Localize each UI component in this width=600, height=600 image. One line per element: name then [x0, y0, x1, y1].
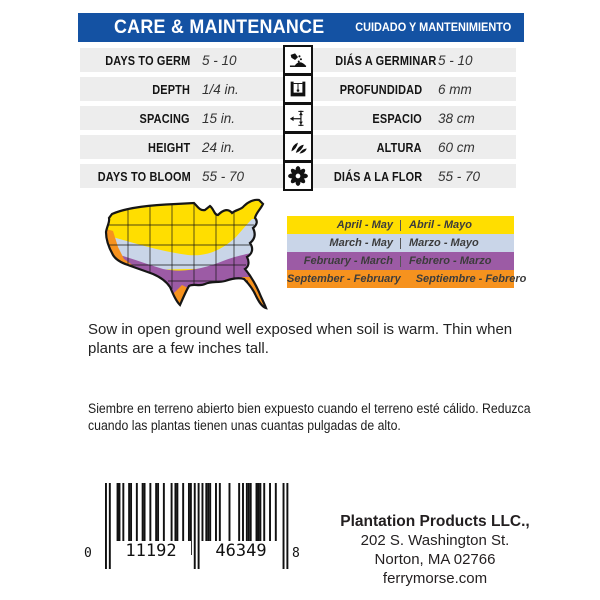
- table-row-height: [80, 135, 516, 159]
- row-value-es: 55 - 70: [438, 168, 481, 184]
- table-row-spacing: [80, 106, 516, 130]
- row-label-es: DIÁS A LA FLOR: [333, 168, 422, 184]
- legend-label-es: Septiembre - Febrero: [415, 273, 527, 285]
- header-title-en: CARE & MAINTENANCE: [114, 16, 325, 38]
- legend-row: [287, 270, 527, 288]
- company-address2: Norton, MA 02766: [374, 551, 496, 568]
- row-value-es: 5 - 10: [438, 52, 473, 68]
- row-value-en: 55 - 70: [202, 168, 245, 184]
- row-value-es: 6 mm: [438, 81, 472, 97]
- barcode-digits-right: 46349: [201, 541, 281, 561]
- legend-label-en: February - March: [303, 255, 393, 267]
- sowing-instructions-en: Sow in open ground well exposed when soil is warm. Thin when plants are a few inches tall.: [88, 321, 513, 357]
- care-maintenance-header: [78, 13, 524, 42]
- legend-row: [287, 252, 514, 270]
- hand-sowing-seeds-icon: [283, 45, 313, 75]
- legend-row: [287, 234, 514, 252]
- planting-depth-icon: [283, 74, 313, 104]
- legend-label-es: Febrero - Marzo: [409, 255, 492, 267]
- table-row-depth: [80, 77, 516, 101]
- row-value-en: 1/4 in.: [202, 81, 239, 97]
- row-value-en: 15 in.: [202, 110, 236, 126]
- barcode-digit-last: 8: [292, 546, 300, 561]
- row-label-es: ESPACIO: [372, 110, 422, 126]
- legend-label-en: September - February: [287, 273, 401, 285]
- row-value-es: 60 cm: [438, 139, 475, 155]
- row-value-en: 24 in.: [202, 139, 236, 155]
- row-label-es: DIÁS A GERMINAR: [335, 52, 437, 68]
- row-label-es: ALTURA: [376, 139, 422, 155]
- care-table: [80, 48, 516, 193]
- header-title-es: CUIDADO Y MANTENIMIENTO: [354, 21, 511, 34]
- row-value-en: 5 - 10: [202, 52, 237, 68]
- plant-height-leaves-icon: [283, 132, 313, 162]
- legend-label-es: Marzo - Mayo: [409, 237, 479, 249]
- legend-label-en: March - May: [329, 237, 393, 249]
- plant-spacing-arrows-icon: [283, 103, 313, 133]
- legend-label-es: Abril - Mayo: [409, 219, 472, 231]
- legend-label-en: April - May: [336, 219, 393, 231]
- barcode-digit-first: 0: [84, 546, 92, 561]
- bloom-flower-icon: [283, 161, 313, 191]
- table-row-days-to-germ: [80, 48, 516, 72]
- us-sowing-zones-map: [98, 197, 286, 315]
- legend-row: [287, 216, 514, 234]
- sowing-instructions-es: Siembre en terreno abierto bien expuesto cuando el terreno esté cálido. Reduzca cuando las plantas tienen unas cuantas pulgadas de alto.: [88, 401, 531, 433]
- row-label-en: SPACING: [139, 110, 190, 126]
- company-info: [310, 512, 560, 588]
- row-label-en: HEIGHT: [147, 139, 190, 155]
- company-name: Plantation Products LLC.,: [340, 513, 530, 530]
- row-label-en: DAYS TO BLOOM: [97, 168, 191, 184]
- company-website: ferrymorse.com: [382, 570, 488, 587]
- row-label-en: DEPTH: [152, 81, 190, 97]
- company-address1: 202 S. Washington St.: [360, 532, 510, 549]
- upc-barcode: [86, 483, 316, 583]
- sowing-time-legend: [287, 216, 527, 288]
- row-value-es: 38 cm: [438, 110, 475, 126]
- table-row-days-to-bloom: [80, 164, 516, 188]
- barcode-digits-left: 11192: [111, 541, 191, 561]
- row-label-es: PROFUNDIDAD: [339, 81, 422, 97]
- row-label-en: DAYS TO GERM: [104, 52, 190, 68]
